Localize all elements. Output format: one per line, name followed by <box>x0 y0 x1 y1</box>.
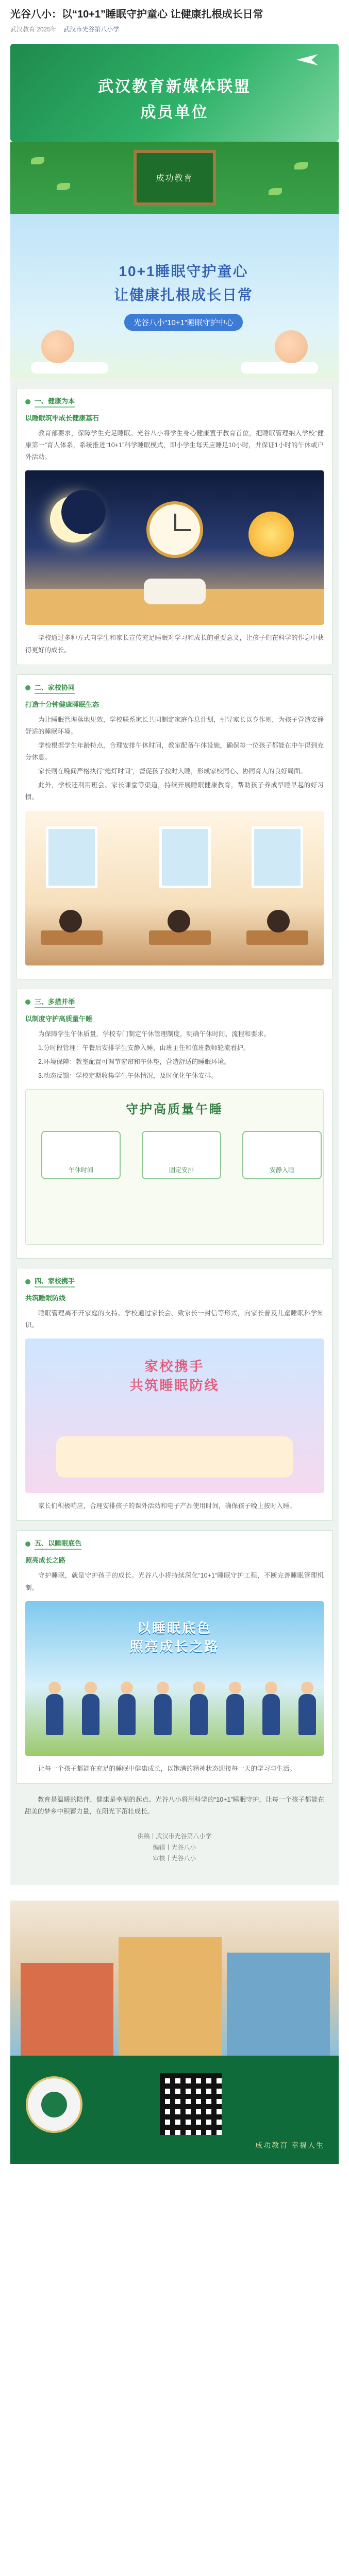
meta-line <box>10 25 339 33</box>
sleeping-kid <box>275 330 308 363</box>
section-head <box>17 675 332 697</box>
school-motto: 成功教育 幸福人生 <box>255 2141 324 2149</box>
banner-ribbon <box>10 74 339 122</box>
section-head <box>17 1531 332 1553</box>
pillow <box>31 362 108 374</box>
student-figure <box>82 1694 99 1735</box>
desk <box>246 930 308 945</box>
building <box>227 1953 330 2056</box>
section-dot-icon <box>25 685 30 690</box>
card-box <box>142 1131 221 1179</box>
campus-illustration <box>10 1901 339 2056</box>
section-dot-icon <box>25 1279 30 1284</box>
classroom-nap-illustration <box>25 811 324 965</box>
section-label: 一、健康为本 <box>35 396 75 408</box>
credits <box>16 1831 333 1865</box>
credit-line: 编辑丨光谷八小 <box>153 1843 196 1851</box>
hero-pill: 光谷八小“10+1”睡眠守护中心 <box>124 314 243 331</box>
card-box-label: 安静入睡 <box>269 1166 294 1174</box>
window <box>252 826 303 888</box>
card-box <box>41 1131 121 1179</box>
paragraph: 2.环境保障：教室配置可调节窗帘和午休垫，营造舒适的睡眠环境。 <box>38 1058 230 1065</box>
section-3 <box>16 989 333 1259</box>
leaf-icon <box>57 183 70 190</box>
group-title <box>129 1619 219 1656</box>
pillow <box>241 362 318 374</box>
paragraph: 此外，学校还利用班会、家长课堂等渠道，持续开展睡眠健康教育，帮助孩子养成早睡早起的好习惯。 <box>25 782 324 801</box>
paper-plane-icon <box>296 54 318 65</box>
section-1 <box>16 388 333 665</box>
section-subtitle: 以制度守护高质量午睡 <box>25 1014 93 1023</box>
card-title: 守护高质量午睡 <box>126 1103 223 1116</box>
school-footer <box>10 2056 339 2164</box>
leaf-icon <box>294 162 308 170</box>
card-box <box>242 1131 322 1179</box>
chalkboard <box>134 150 216 206</box>
hero-title-card <box>82 260 285 331</box>
leaf-icon <box>269 188 282 195</box>
chalkboard-strip <box>10 142 339 214</box>
desk <box>149 930 211 945</box>
banner-line2: 成员单位 <box>140 104 209 121</box>
paragraph: 守护睡眠，就是守护孩子的成长。光谷八小将持续深化“10+1”睡眠守护工程，不断完善睡眠管理机制。 <box>25 1572 324 1591</box>
student-figure <box>298 1694 316 1735</box>
clock-hand <box>175 529 191 531</box>
sleeping-kid <box>144 579 206 604</box>
school-logo <box>26 2076 82 2133</box>
hero-image <box>10 214 339 379</box>
student-figure <box>46 1694 63 1735</box>
article-title: 光谷八小：以“10+1”睡眠守护童心 让健康扎根成长日常 <box>10 9 263 20</box>
sun-icon <box>248 512 294 557</box>
paragraph: 教育部要求，保障学生充足睡眠。光谷八小将学生身心健康置于教育首位，把睡眠管理纳入学校“健康第一”育人体系，系统推进“10+1”科学睡眠模式，即小学生每天应睡足10小时，并保证1小时的午休或户外活动。 <box>25 430 324 461</box>
meta-source-link[interactable]: 武汉市光谷第八小学 <box>63 26 120 33</box>
top-banner <box>10 44 339 142</box>
family-sleep-illustration <box>25 1338 324 1493</box>
nap-guide-card <box>25 1089 324 1245</box>
section-4 <box>16 1268 333 1521</box>
card-box-label: 午休时间 <box>68 1166 93 1174</box>
section-label: 三、多措并举 <box>35 996 75 1008</box>
section-label: 五、以睡眠底色 <box>35 1538 81 1550</box>
hero-line2: 让健康扎根成长日常 <box>113 287 253 303</box>
section-subtitle: 以睡眠筑牢成长健康基石 <box>25 414 99 422</box>
credit-line: 审核丨光谷八小 <box>153 1855 196 1862</box>
student-figure <box>262 1694 280 1735</box>
paragraph: 为让睡眠管理落地见效，学校联系家长共同制定家庭作息计划，引导家长以身作则，为孩子营造安静舒适的睡眠环境。 <box>25 716 324 735</box>
moon-shadow <box>61 490 106 534</box>
hero-line1: 10+1睡眠守护童心 <box>119 263 248 279</box>
paragraph: 学校根据学生年龄特点，合理安排午休时间，教室配备午休设施，确保每一位孩子都能在中午得到充分休息。 <box>25 741 324 761</box>
closing-paragraph: 教育是温暖的陪伴，健康是幸福的起点。光谷八小将用科学的“10+1”睡眠守护，让每一个孩子都能在甜美的梦乡中积蓄力量，在阳光下茁壮成长。 <box>25 1795 324 1815</box>
chalkboard-text: 成功教育 <box>156 174 193 183</box>
leaf-icon <box>31 157 44 164</box>
banner-line1: 武汉教育新媒体联盟 <box>98 78 251 95</box>
group-title-line2: 照亮成长之路 <box>129 1639 220 1655</box>
paragraph: 为保障学生午休质量，学校专门制定午休管理制度，明确午休时间、流程和要求。 <box>38 1030 271 1038</box>
section-label: 二、家校协同 <box>35 682 75 694</box>
student-head <box>59 910 82 933</box>
paragraph: 3.动态反馈：学校定期收集学生午休情况，及时优化午休安排。 <box>38 1072 218 1079</box>
student-figure <box>190 1694 208 1735</box>
section-subtitle: 共筑睡眠防线 <box>25 1294 66 1302</box>
clock-hand <box>174 514 176 531</box>
window <box>46 826 97 888</box>
paragraph: 家长则在晚间严格执行“熄灯时间”，督促孩子按时入睡，形成家校同心、协同育人的良好局面。 <box>38 768 307 775</box>
article-body <box>10 379 339 1885</box>
clock-icon <box>146 501 203 558</box>
student-figure <box>118 1694 136 1735</box>
card-box-label: 固定安排 <box>169 1166 194 1174</box>
section-dot-icon <box>25 999 30 1005</box>
paragraph: 学校通过多种方式向学生和家长宣传充足睡眠对学习和成长的重要意义，让孩子们在科学的作息中获得更好的成长。 <box>25 634 324 654</box>
section-label: 四、家校携手 <box>35 1276 75 1287</box>
family-title-line1: 家校携手 <box>144 1359 205 1375</box>
section-dot-icon <box>25 1541 30 1547</box>
student-figure <box>154 1694 172 1735</box>
meta-author: 武汉教育 2025年 <box>10 26 57 33</box>
section-subtitle: 照亮成长之路 <box>25 1556 66 1565</box>
paragraph: 1.分时段管理：午餐后安排学生安静入睡，由班主任和值班教师轮流看护。 <box>38 1044 250 1052</box>
qr-code[interactable] <box>160 2073 222 2135</box>
paragraph: 睡眠管理离不开家庭的支持。学校通过家长会、致家长一封信等形式，向家长普及儿童睡眠科学知识。 <box>25 1310 324 1329</box>
group-title-line1: 以睡眠底色 <box>137 1620 212 1636</box>
bed <box>56 1436 293 1478</box>
paragraph: 让每一个孩子都能在充足的睡眠中健康成长，以饱满的精神状态迎接每一天的学习与生活。 <box>38 1765 296 1772</box>
sleeping-kid <box>41 330 74 363</box>
section-2 <box>16 674 333 979</box>
day-night-illustration <box>25 470 324 625</box>
article-header <box>0 0 349 39</box>
section-head <box>17 989 332 1011</box>
family-title-line2: 共筑睡眠防线 <box>129 1377 220 1393</box>
student-head <box>168 910 190 933</box>
family-title <box>129 1357 219 1395</box>
building <box>119 1937 222 2056</box>
student-figure <box>226 1694 244 1735</box>
section-subtitle: 打造十分钟健康睡眠生态 <box>25 700 99 708</box>
credit-line: 供稿丨武汉市光谷第八小学 <box>137 1833 212 1840</box>
student-head <box>267 910 290 933</box>
building <box>21 1963 113 2056</box>
section-head <box>17 1268 332 1291</box>
section-5 <box>16 1530 333 1783</box>
desk <box>41 930 103 945</box>
window <box>159 826 211 888</box>
section-head <box>17 388 332 411</box>
students-group-illustration <box>25 1601 324 1756</box>
section-dot-icon <box>25 399 30 404</box>
paragraph: 家长们积极响应，合理安排孩子的课外活动和电子产品使用时间，确保孩子晚上按时入睡。 <box>38 1502 296 1510</box>
